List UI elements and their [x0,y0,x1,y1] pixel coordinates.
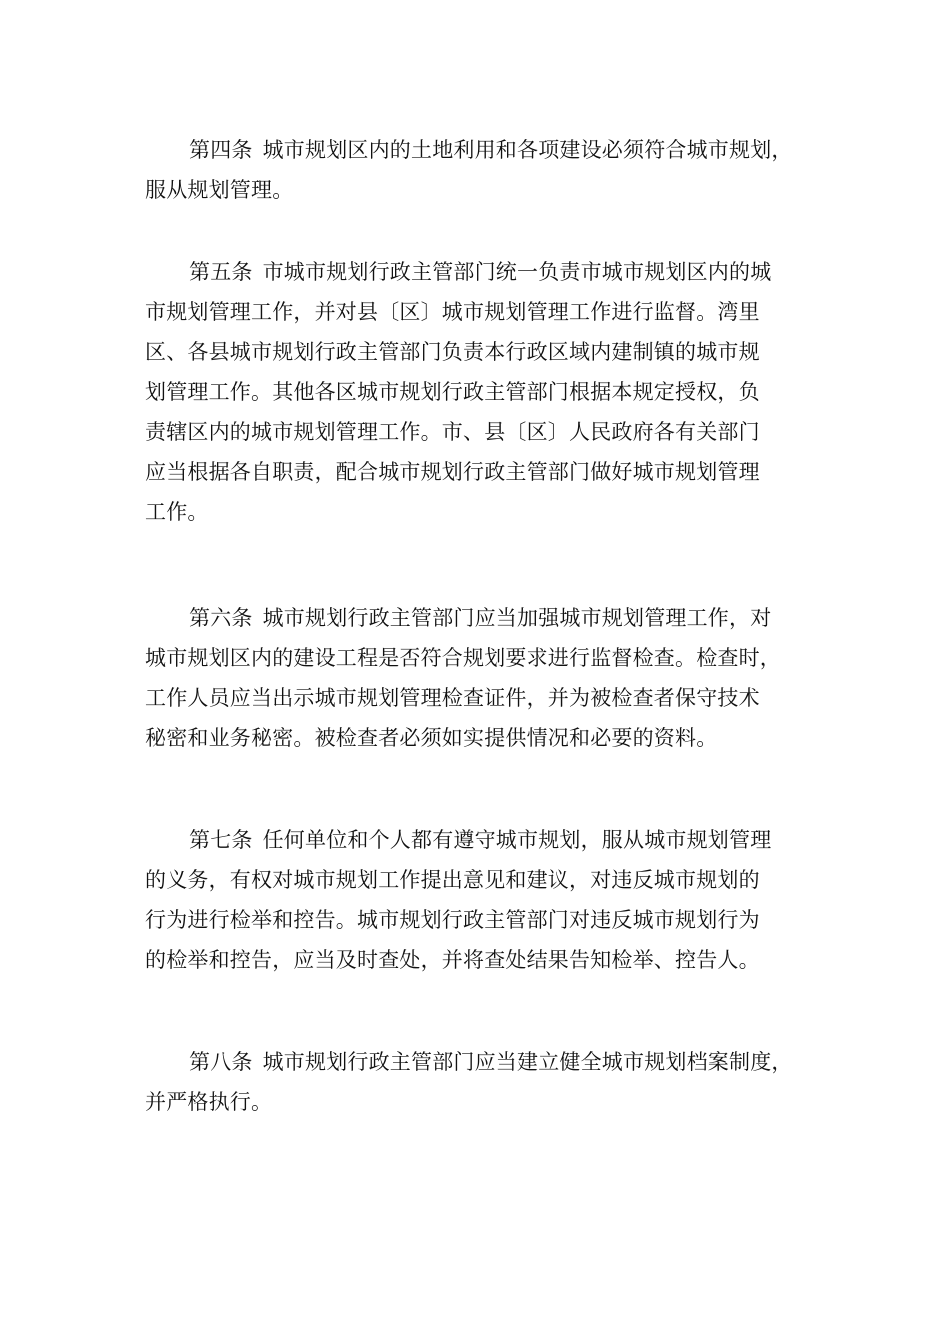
article-number: 第六条 [189,606,253,630]
text-line: 第六条 城市规划行政主管部门应当加强城市规划管理工作，对 [189,606,772,630]
article-number: 第四条 [189,138,253,162]
text-line: 市规划管理工作，并对县〔区〕城市规划管理工作进行监督。湾里 [145,300,760,324]
text-line: 第四条 城市规划区内的土地利用和各项建设必须符合城市规划， [189,138,793,162]
text-line: 工作人员应当出示城市规划管理检查证件，并为被检查者保守技术 [145,686,760,710]
text-line: 第七条 任何单位和个人都有遵守城市规划，服从城市规划管理 [189,828,772,852]
text-line: 应当根据各自职责，配合城市规划行政主管部门做好城市规划管理 [145,460,760,484]
article-4 [145,130,815,210]
article-number: 第七条 [189,828,253,852]
text-line: 的义务，有权对城市规划工作提出意见和建议，对违反城市规划的 [145,868,760,892]
text-line: 并严格执行。 [145,1090,273,1114]
article-7 [145,820,815,980]
text-line: 服从规划管理。 [145,178,294,202]
text-line: 第五条 市城市规划行政主管部门统一负责市城市规划区内的城 [189,260,772,284]
article-8 [145,1042,815,1122]
text-line: 行为进行检举和控告。城市规划行政主管部门对违反城市规划行为 [145,908,760,932]
text-line: 第八条 城市规划行政主管部门应当建立健全城市规划档案制度， [189,1050,793,1074]
text-line: 区、各县城市规划行政主管部门负责本行政区域内建制镇的城市规 [145,340,760,364]
text-line: 划管理工作。其他各区城市规划行政主管部门根据本规定授权，负 [145,380,760,404]
text-line: 秘密和业务秘密。被检查者必须如实提供情况和必要的资料。 [145,726,718,750]
article-number: 第五条 [189,260,253,284]
text-line: 工作。 [145,500,209,524]
article-number: 第八条 [189,1050,253,1074]
article-5 [145,252,815,532]
article-6 [145,598,815,758]
text-line: 责辖区内的城市规划管理工作。市、县〔区〕人民政府各有关部门 [145,420,760,444]
text-line: 的检举和控告，应当及时查处，并将查处结果告知检举、控告人。 [145,948,760,972]
text-line: 城市规划区内的建设工程是否符合规划要求进行监督检查。检查时， [145,646,781,670]
